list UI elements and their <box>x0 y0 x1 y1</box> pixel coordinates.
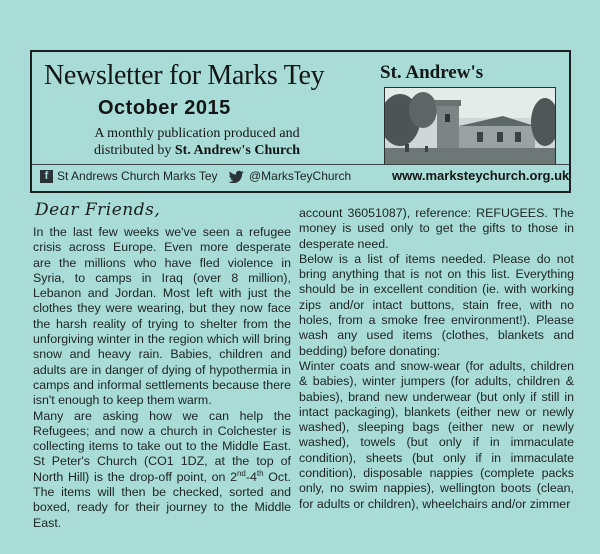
tagline-line-2: distributed by <box>93 143 175 158</box>
header-divider <box>32 164 569 165</box>
superscript: th <box>256 468 264 478</box>
tagline <box>52 125 342 159</box>
right-column <box>299 206 574 512</box>
issue-date: October 2015 <box>98 97 231 119</box>
paragraph: Winter coats and snow-wear (for adults, children & babies), winter jumpers (for adults, children & babies), brand new underwear (but only if still in intact packaging), blankets (either new or newly washed), sleeping bags (either new or newly washed), towels (but only if in immaculate condition), sheets (but only if in immaculate condition), disposable nappies (complete packs only, no swim nappies), wellington boots (clean, for adults or children), wheelchairs and/or zimmer <box>299 358 574 511</box>
facebook-icon: f <box>40 170 53 183</box>
facebook-label: St Andrews Church Marks Tey <box>57 169 218 183</box>
church-name: St. Andrew's <box>380 62 484 83</box>
paragraph-text: Oct. The items will then be checked, sorted and boxed, ready for their journey to the Middle East. <box>33 469 291 530</box>
paragraph: account 36051087), reference: REFUGEES. The money is used only to get the gifts to those in desperate need. <box>299 206 574 251</box>
twitter-label: @MarksTeyChurch <box>249 169 352 183</box>
church-photo <box>384 87 556 165</box>
paragraph <box>33 409 291 531</box>
twitter-icon <box>228 170 245 183</box>
twitter-link[interactable] <box>228 169 351 183</box>
paragraph: In the last few weeks we've seen a refugee crisis across Europe. Even more desperate are the millions who have fled violence in Syria, to camps in Iraq (over 8 million), Lebanon and Jordan. Most left with just the clothes they were wearing, but they now face the harsh reality of trying to shelter from the unforgiving winter in the region which will bring snow and heavy rain. Babies, children and adults are in danger of dying of hypothermia in camps and informal settlements because there isn't enough to keep them warm. <box>33 225 291 408</box>
facebook-link[interactable] <box>40 169 218 183</box>
paragraph: Below is a list of items needed. Please do not bring anything that is not on this list. Everything should be in excellent condition (ie. with working zips and/or intact buttons, stain free, with no holes, from a smoke free environment!). Please wash any used items (clothes, blankets and bedding) before donating: <box>299 251 574 358</box>
tagline-church: St. Andrew's Church <box>174 143 300 158</box>
paragraph-text: Many are asking how we can help the Refugees; and now a church in Colchester is collecting items to take out to the Middle East. St Peter's Church (CO1 1DZ, at the top of North Hill) is the drop-off point, on 2 <box>33 408 291 484</box>
left-column <box>33 225 291 531</box>
newsletter-header <box>30 50 571 193</box>
salutation: Dear Friends, <box>35 200 161 220</box>
website-link[interactable]: www.marksteychurch.org.uk <box>392 168 570 183</box>
newsletter-title: Newsletter for Marks Tey <box>44 60 325 91</box>
paragraph-text: -4 <box>245 469 257 484</box>
tagline-line-1: A monthly publication produced and <box>94 126 300 141</box>
superscript: nd <box>236 468 246 478</box>
